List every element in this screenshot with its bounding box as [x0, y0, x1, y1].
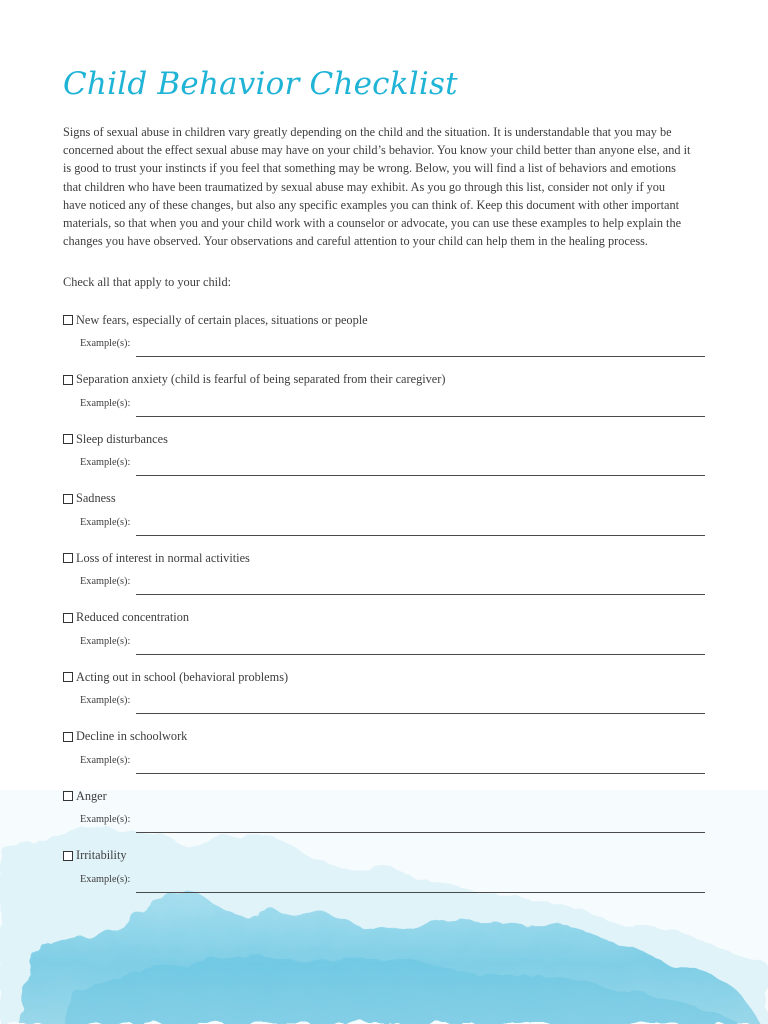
example-label: Example(s):	[80, 754, 131, 766]
checkbox[interactable]	[63, 434, 73, 444]
checklist-item-row	[63, 490, 116, 508]
checkbox[interactable]	[63, 851, 73, 861]
checklist-item	[63, 787, 705, 847]
checklist-item	[63, 847, 705, 907]
checklist-item-row	[63, 728, 187, 746]
checkbox[interactable]	[63, 315, 73, 325]
example-label: Example(s):	[80, 695, 131, 706]
checklist-item-row	[63, 311, 368, 329]
example-input-line[interactable]	[136, 773, 705, 774]
checklist-item	[63, 728, 705, 788]
example-input-line[interactable]	[136, 356, 705, 357]
example-input-line[interactable]	[136, 892, 705, 893]
checklist-item-label: Acting out in school (behavioral problems)	[76, 669, 289, 684]
checklist-item	[63, 668, 705, 728]
example-label: Example(s):	[80, 873, 131, 885]
checklist-item	[63, 609, 705, 669]
checklist-item	[63, 311, 705, 371]
checklist-item-row	[63, 430, 168, 448]
example-label: Example(s):	[80, 814, 131, 825]
checklist-item-label: Anger	[76, 788, 107, 803]
checklist-item-label: Sleep disturbances	[76, 431, 168, 446]
checkbox[interactable]	[63, 375, 73, 385]
example-label: Example(s):	[80, 635, 131, 647]
checkbox[interactable]	[63, 732, 73, 742]
example-input-line[interactable]	[136, 713, 705, 714]
example-label: Example(s):	[80, 397, 131, 409]
checklist-item-label: New fears, especially of certain places, situations or people	[76, 312, 368, 327]
example-input-line[interactable]	[136, 654, 705, 655]
page-title: Child Behavior Checklist	[63, 66, 458, 102]
example-label: Example(s):	[80, 576, 131, 587]
checklist-item-label: Reduced concentration	[76, 610, 190, 624]
example-label: Example(s):	[80, 516, 131, 528]
checklist-item	[63, 490, 705, 550]
checkbox[interactable]	[63, 672, 73, 682]
example-label: Example(s):	[80, 338, 131, 349]
checkbox[interactable]	[63, 494, 73, 504]
checklist-item-label: Loss of interest in normal activities	[76, 550, 250, 565]
checklist-item	[63, 371, 705, 431]
checklist-item-label: Sadness	[76, 491, 116, 505]
intro-paragraph: Signs of sexual abuse in children vary greatly depending on the child and the situation. It is understandable that you may be concerned about the effect sexual abuse may have on your child’s behavior. You know your child better than anyone else, and it is good to trust your instincts if you feel that something may be wrong. Below, you will find a list of behaviors and emotions that children who have been traumatized by sexual abuse may exhibit. As you go through this list, consider not only if you have noticed any of these changes, but also any specific examples you can think of. Keep this document with other important materials, so that when you and your child work with a counselor or advocate, you can use these examples to help explain the changes you have observed. Your observations and careful attention to your child can help them in the healing process.	[63, 125, 691, 249]
example-input-line[interactable]	[136, 475, 705, 476]
checklist-item	[63, 430, 705, 490]
checklist-item-row	[63, 668, 288, 686]
checklist-item-row	[63, 549, 250, 567]
checklist	[63, 311, 705, 906]
checkbox[interactable]	[63, 791, 73, 801]
example-input-line[interactable]	[136, 416, 705, 417]
example-input-line[interactable]	[136, 832, 705, 833]
checkbox[interactable]	[63, 613, 73, 623]
checklist-item	[63, 549, 705, 609]
instruction-text: Check all that apply to your child:	[63, 275, 232, 289]
example-label: Example(s):	[80, 457, 131, 468]
checklist-item-row	[63, 847, 127, 865]
checklist-item-label: Decline in schoolwork	[76, 729, 188, 743]
checklist-item-label: Irritability	[76, 848, 127, 862]
checklist-item-row	[63, 371, 445, 389]
checkbox[interactable]	[63, 553, 73, 563]
example-input-line[interactable]	[136, 535, 705, 536]
checklist-item-row	[63, 787, 107, 805]
checklist-item-row	[63, 609, 189, 627]
checklist-item-label: Separation anxiety (child is fearful of being separated from their caregiver)	[76, 372, 446, 386]
example-input-line[interactable]	[136, 594, 705, 595]
